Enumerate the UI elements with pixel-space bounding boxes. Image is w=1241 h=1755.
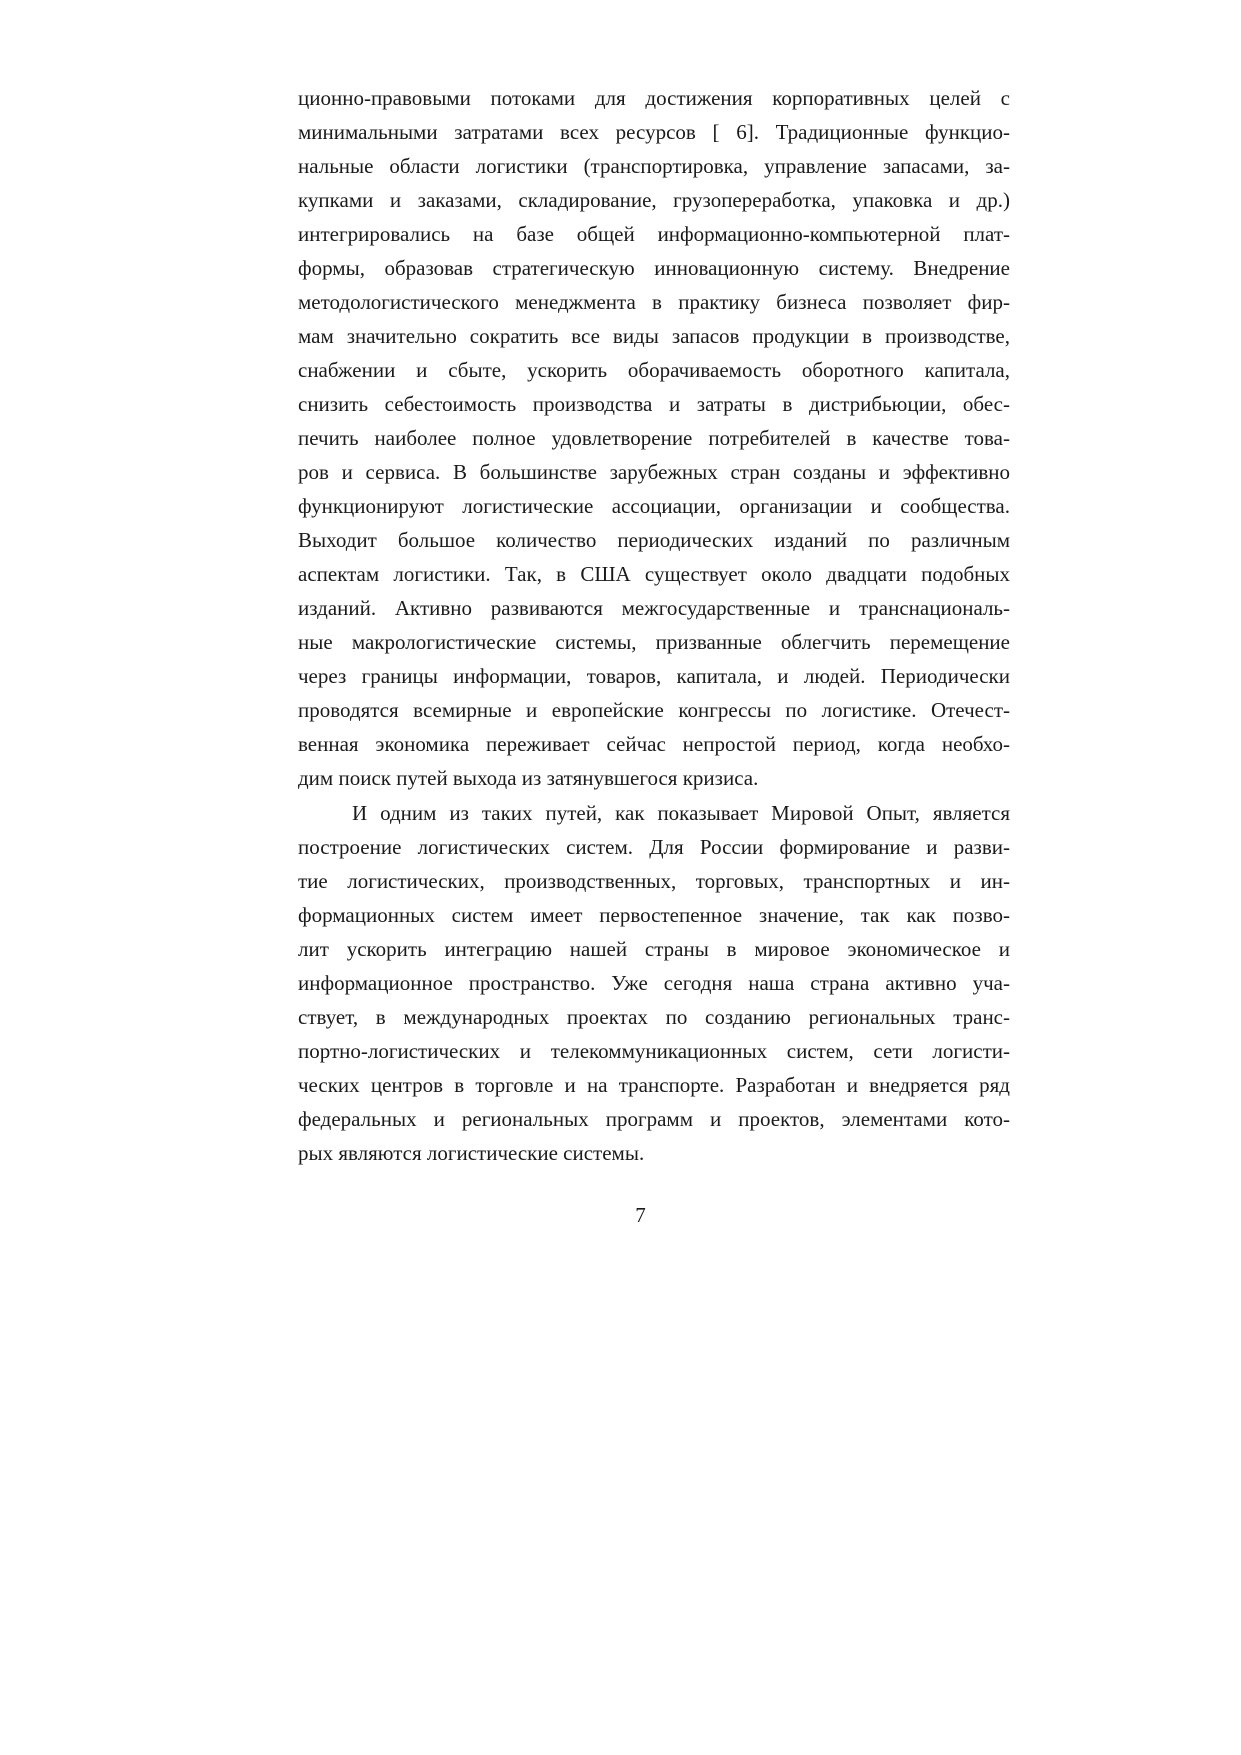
text-line: федеральных и региональных программ и проектов, элементами кото- bbox=[298, 1107, 1010, 1131]
text-line: формационных систем имеет первостепенное значение, так как позво- bbox=[298, 903, 1010, 927]
text-line: формы, образовав стратегическую инновационную систему. Внедрение bbox=[298, 256, 1010, 280]
text-line: аспектам логистики. Так, в США существует около двадцати подобных bbox=[298, 562, 1010, 586]
text-line: ные макрологистические системы, призванные облегчить перемещение bbox=[298, 630, 1010, 654]
text-line: печить наиболее полное удовлетворение потребителей в качестве това- bbox=[298, 426, 1010, 450]
text-line: методологистического менеджмента в практику бизнеса позволяет фир- bbox=[298, 290, 1010, 314]
body-text bbox=[298, 81, 1010, 1170]
text-line: через границы информации, товаров, капитала, и людей. Периодически bbox=[298, 664, 1010, 688]
text-line: ствует, в международных проектах по созданию региональных транс- bbox=[298, 1005, 1010, 1029]
text-line: ров и сервиса. В большинстве зарубежных стран созданы и эффективно bbox=[298, 460, 1010, 484]
text-line: нальные области логистики (транспортировка, управление запасами, за- bbox=[298, 154, 1010, 178]
text-line: Выходит большое количество периодических изданий по различным bbox=[298, 528, 1010, 552]
text-line: изданий. Активно развиваются межгосударственные и транснациональ- bbox=[298, 596, 1010, 620]
text-line: портно-логистических и телекоммуникационных систем, сети логисти- bbox=[298, 1039, 1010, 1063]
text-line: построение логистических систем. Для России формирование и разви- bbox=[298, 835, 1010, 859]
page-number: 7 bbox=[635, 1203, 646, 1227]
text-line: ческих центров в торговле и на транспорте. Разработан и внедряется ряд bbox=[298, 1073, 1010, 1097]
text-line: лит ускорить интеграцию нашей страны в мировое экономическое и bbox=[298, 937, 1010, 961]
text-line: купками и заказами, складирование, грузопереработка, упаковка и др.) bbox=[298, 188, 1010, 212]
text-line: информационное пространство. Уже сегодня наша страна активно уча- bbox=[298, 971, 1010, 995]
text-line: дим поиск путей выхода из затянувшегося кризиса. bbox=[298, 766, 759, 790]
text-line: ционно-правовыми потоками для достижения корпоративных целей с bbox=[298, 86, 1010, 110]
text-line: рых являются логистические системы. bbox=[298, 1141, 645, 1165]
text-line: проводятся всемирные и европейские конгрессы по логистике. Отечест- bbox=[298, 698, 1010, 722]
text-line: снизить себестоимость производства и затраты в дистрибьюции, обес- bbox=[298, 392, 1010, 416]
paragraph-1 bbox=[298, 81, 1010, 795]
text-line: И одним из таких путей, как показывает Мировой Опыт, является bbox=[352, 801, 1010, 825]
text-line: функционируют логистические ассоциации, организации и сообщества. bbox=[298, 494, 1010, 518]
text-line: мам значительно сократить все виды запасов продукции в производстве, bbox=[298, 324, 1010, 348]
text-line: снабжении и сбыте, ускорить оборачиваемость оборотного капитала, bbox=[298, 358, 1010, 382]
text-line: тие логистических, производственных, торговых, транспортных и ин- bbox=[298, 869, 1010, 893]
paragraph-2 bbox=[298, 796, 1010, 1170]
text-line: минимальными затратами всех ресурсов [ 6]. Традиционные функцио- bbox=[298, 120, 1010, 144]
text-line: интегрировались на базе общей информационно-компьютерной плат- bbox=[298, 222, 1010, 246]
text-line: венная экономика переживает сейчас непростой период, когда необхо- bbox=[298, 732, 1010, 756]
